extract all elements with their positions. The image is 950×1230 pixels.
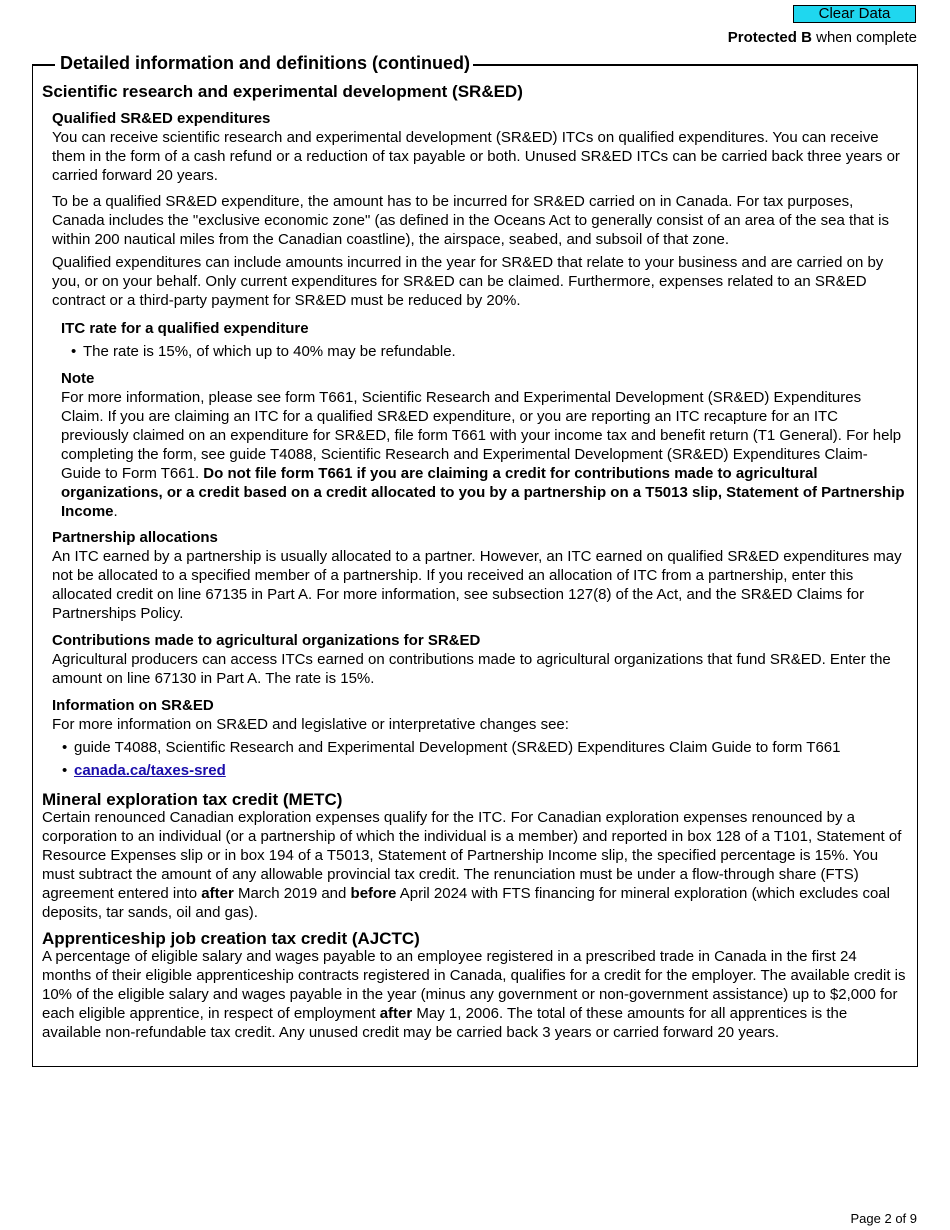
- metc-text-b: March 2019 and: [233, 885, 351, 902]
- note-bold: Do not file form T661 if you are claiming a credit for contributions made to agricultural organizations, or a credit based on a credit allocated to you by a partnership on a T5013 slip, Statement of Partnership Income: [61, 465, 905, 520]
- info-heading: Information on SR&ED: [52, 697, 214, 714]
- protected-b-label: [728, 29, 917, 46]
- ajctc-bold-after: after: [379, 1005, 413, 1022]
- note-text: For more information, please see form T661, Scientific Research and Experimental Development (SR&ED) Expenditures Claim. If you are claiming an ITC for a qualified SR&ED expenditure, or you are reporting an ITC recapture for an ITC previously claimed on an expenditure for SR&ED, file form T661 with your income tax and benefit return (T1 General). For help completing the form, see guide T4088, Scientific Research and Experimental Development (SR&ED) Expenditures Claim-Guide to Form T661.: [61, 389, 902, 482]
- itc-rate-bullet: • The rate is 15%, of which up to 40% may be refundable.: [71, 343, 456, 360]
- partnership-paragraph: An ITC earned by a partnership is usually allocated to a partner. However, an ITC earned on qualified SR&ED expenditures may not be allocated to a specified member of a partnership. If you received an allocation of ITC from a partnership, enter this allocated credit on line 67135 in Part A. For more information, see subsection 127(8) of the Act, and the SR&ED Claims for Partnerships Policy.: [52, 548, 902, 622]
- metc-bold-before: before: [350, 885, 397, 902]
- note-heading: Note: [61, 370, 95, 387]
- agri-paragraph: Agricultural producers can access ITCs earned on contributions made to agricultural organizations that fund SR&ED. Enter the amount on line 67130 in Part A. The rate is 15%.: [52, 651, 891, 687]
- ajctc-text-a: A percentage of eligible salary and wages payable to an employee registered in a prescribed trade in Canada in the first 24 months of their eligible apprenticeship contracts registered in Canada, qualifies for a credit for the employer. The available credit is 10% of the eligible salary and wages payable in the year (minus any government or non-government assistance) up to $2,000 for each eligible apprentice, in respect of employment: [42, 948, 906, 1022]
- info-bullet-guide-text: guide T4088, Scientific Research and Experimental Development (SR&ED) Expenditures Claim Guide to form T661: [74, 739, 841, 756]
- metc-text-a: Certain renounced Canadian exploration expenses qualify for the ITC. For Canadian exploration expenses renounced by a corporation to an individual (or a partnership of which the individual is a member) and reported in box 128 of a T101, Statement of Resource Expenses slip or in box 194 of a T5013, Statement of Partnership Income slip, the specified percentage is 15%. You must subtract the amount of any allowable provincial tax credit. The renunciation must be under a flow-through share (FTS) agreement entered into: [42, 809, 902, 902]
- info-bullet-link: • canada.ca/taxes-sred: [62, 762, 226, 779]
- page-number: Page 2 of 9: [850, 1211, 917, 1226]
- metc-paragraph: [42, 808, 908, 922]
- agri-heading: Contributions made to agricultural organizations for SR&ED: [52, 632, 481, 649]
- metc-text-c: April 2024 with FTS financing for mineral exploration (which excludes coal deposits, tar sands, oil and gas).: [42, 885, 890, 921]
- partnership-heading: Partnership allocations: [52, 529, 218, 546]
- note-end: .: [113, 503, 118, 520]
- ajctc-text-b: May 1, 2006. The total of these amounts for all apprentices is the available non-refundable tax credit. Any unused credit may be carried back 3 years or carried forward 20 years.: [42, 1005, 848, 1041]
- clear-data-button[interactable]: Clear Data: [793, 5, 916, 23]
- protected-b-suffix: when complete: [811, 29, 917, 46]
- metc-bold-after: after: [201, 885, 234, 902]
- qualified-heading: Qualified SR&ED expenditures: [52, 110, 271, 127]
- note-paragraph: [61, 388, 907, 521]
- frame-title: Detailed information and definitions (continued): [55, 52, 473, 74]
- info-bullet-guide: • guide T4088, Scientific Research and Experimental Development (SR&ED) Expenditures Claim Guide to form T661: [62, 739, 841, 756]
- itc-rate-heading: ITC rate for a qualified expenditure: [61, 320, 309, 337]
- ajctc-paragraph: [42, 947, 908, 1042]
- sred-heading: Scientific research and experimental development (SR&ED): [42, 82, 523, 101]
- metc-heading: Mineral exploration tax credit (METC): [42, 790, 343, 809]
- protected-b-bold: Protected B: [727, 29, 812, 46]
- info-paragraph: For more information on SR&ED and legislative or interpretative changes see:: [52, 716, 569, 733]
- canada-sred-link[interactable]: canada.ca/taxes-sred: [74, 762, 226, 779]
- qualified-paragraph-3: Qualified expenditures can include amounts incurred in the year for SR&ED that relate to your business and are carried on by you, or on your behalf. Only current expenditures for SR&ED can be claimed. Furthermore, expenses related to an SR&ED contract or a third-party payment for SR&ED must be reduced by 20%.: [52, 254, 884, 309]
- qualified-paragraph-2: To be a qualified SR&ED expenditure, the amount has to be incurred for SR&ED carried on in Canada. For tax purposes, Canada includes the "exclusive economic zone" (as defined in the Oceans Act to generally consist of an area of the sea that is within 200 nautical miles from the Canadian coastline), the airspace, seabed, and subsoil of that zone.: [52, 193, 889, 248]
- ajctc-heading: Apprenticeship job creation tax credit (AJCTC): [42, 929, 420, 948]
- itc-rate-text: The rate is 15%, of which up to 40% may be refundable.: [83, 343, 456, 360]
- qualified-paragraph-1: You can receive scientific research and experimental development (SR&ED) ITCs on qualified expenditures. You can receive them in the form of a cash refund or a reduction of tax payable or both. Unused SR&ED ITCs can be carried back three years or carried forward 20 years.: [52, 129, 900, 184]
